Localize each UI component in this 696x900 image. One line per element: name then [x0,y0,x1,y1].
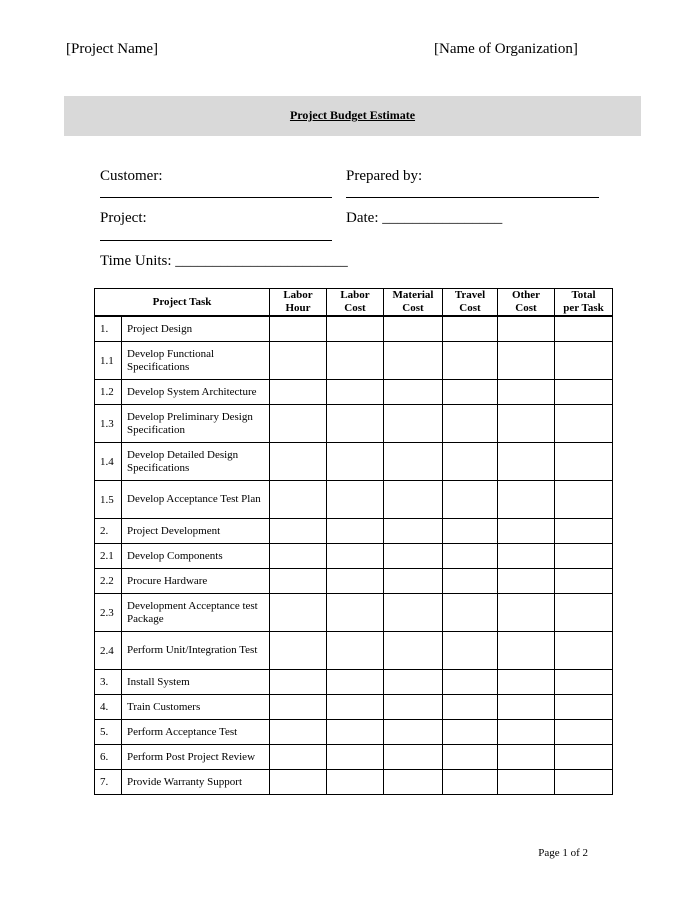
task-number: 2.3 [95,594,122,632]
table-row [95,594,613,632]
task-name: Perform Acceptance Test [122,720,270,745]
cell-other-cost[interactable] [498,745,555,770]
cell-other-cost[interactable] [498,720,555,745]
cell-labor-cost[interactable] [327,544,384,569]
cell-travel-cost[interactable] [443,405,498,443]
cell-other-cost[interactable] [498,342,555,380]
table-row [95,632,613,670]
table-row [95,670,613,695]
task-name: Train Customers [122,695,270,720]
task-name: Provide Warranty Support [122,770,270,795]
task-name: Project Design [122,316,270,342]
cell-total[interactable] [555,405,613,443]
task-number: 2.4 [95,632,122,670]
col-labor-hour: Labor Hour [270,289,327,317]
cell-labor-hour[interactable] [270,745,327,770]
cell-travel-cost[interactable] [443,316,498,342]
cell-travel-cost[interactable] [443,380,498,405]
cell-other-cost[interactable] [498,594,555,632]
table-row [95,569,613,594]
table-row [95,405,613,443]
task-number: 6. [95,745,122,770]
task-name: Develop Detailed Design Specifications [122,443,270,481]
cell-labor-cost[interactable] [327,695,384,720]
task-name: Develop Functional Specifications [122,342,270,380]
cell-labor-cost[interactable] [327,316,384,342]
cell-labor-hour[interactable] [270,670,327,695]
cell-total[interactable] [555,342,613,380]
table-row [95,720,613,745]
cell-labor-cost[interactable] [327,481,384,519]
cell-other-cost[interactable] [498,519,555,544]
cell-labor-cost[interactable] [327,745,384,770]
cell-labor-hour[interactable] [270,316,327,342]
page-number: Page 1 of 2 [538,847,588,859]
table-row [95,316,613,342]
task-name: Procure Hardware [122,569,270,594]
task-name: Develop Components [122,544,270,569]
cell-material-cost[interactable] [384,405,443,443]
cell-labor-hour[interactable] [270,569,327,594]
project-label: Project: [100,210,147,226]
cell-travel-cost[interactable] [443,342,498,380]
cell-other-cost[interactable] [498,670,555,695]
cell-other-cost[interactable] [498,380,555,405]
cell-labor-hour[interactable] [270,695,327,720]
cell-travel-cost[interactable] [443,481,498,519]
cell-material-cost[interactable] [384,443,443,481]
task-number: 5. [95,720,122,745]
task-name: Install System [122,670,270,695]
task-name: Project Development [122,519,270,544]
cell-labor-hour[interactable] [270,443,327,481]
task-name: Development Acceptance test Package [122,594,270,632]
table-row [95,745,613,770]
cell-labor-cost[interactable] [327,405,384,443]
task-number: 1.4 [95,443,122,481]
cell-material-cost[interactable] [384,316,443,342]
title-band [64,96,641,136]
cell-total[interactable] [555,316,613,342]
table-header-row [95,289,613,317]
table-row [95,770,613,795]
task-number: 1.5 [95,481,122,519]
cell-labor-cost[interactable] [327,569,384,594]
task-number: 1.1 [95,342,122,380]
cell-travel-cost[interactable] [443,519,498,544]
table-row [95,481,613,519]
cell-labor-hour[interactable] [270,632,327,670]
task-number: 4. [95,695,122,720]
cell-other-cost[interactable] [498,443,555,481]
cell-travel-cost[interactable] [443,670,498,695]
cell-material-cost[interactable] [384,720,443,745]
time-units-field[interactable]: Time Units: _______________________ [100,253,348,269]
prepared-by-line[interactable] [346,197,599,198]
cell-other-cost[interactable] [498,316,555,342]
table-row [95,544,613,569]
cell-total[interactable] [555,695,613,720]
cell-labor-cost[interactable] [327,720,384,745]
customer-line[interactable] [100,197,332,198]
task-name: Perform Unit/Integration Test [122,632,270,670]
cell-labor-hour[interactable] [270,380,327,405]
cell-material-cost[interactable] [384,745,443,770]
cell-labor-cost[interactable] [327,670,384,695]
cell-labor-hour[interactable] [270,544,327,569]
cell-total[interactable] [555,569,613,594]
cell-labor-cost[interactable] [327,770,384,795]
cell-material-cost[interactable] [384,770,443,795]
col-labor-cost: Labor Cost [327,289,384,317]
cell-material-cost[interactable] [384,594,443,632]
cell-total[interactable] [555,380,613,405]
cell-material-cost[interactable] [384,519,443,544]
cell-material-cost[interactable] [384,481,443,519]
table-row [95,342,613,380]
task-name: Perform Post Project Review [122,745,270,770]
cell-material-cost[interactable] [384,380,443,405]
cell-travel-cost[interactable] [443,569,498,594]
task-name: Develop Preliminary Design Specification [122,405,270,443]
date-field[interactable]: Date: ________________ [346,210,503,226]
cell-labor-hour[interactable] [270,405,327,443]
table-row [95,380,613,405]
cell-labor-cost[interactable] [327,519,384,544]
organization-name-placeholder: [Name of Organization] [434,41,578,57]
cell-material-cost[interactable] [384,342,443,380]
cell-travel-cost[interactable] [443,720,498,745]
cell-material-cost[interactable] [384,695,443,720]
col-travel-cost: Travel Cost [443,289,498,317]
table-row [95,695,613,720]
task-number: 1. [95,316,122,342]
task-number: 2.1 [95,544,122,569]
cell-material-cost[interactable] [384,632,443,670]
col-other-cost: Other Cost [498,289,555,317]
prepared-by-label: Prepared by: [346,168,423,184]
cell-material-cost[interactable] [384,569,443,594]
cell-total[interactable] [555,594,613,632]
cell-other-cost[interactable] [498,569,555,594]
customer-label: Customer: [100,168,163,184]
task-number: 1.2 [95,380,122,405]
cell-total[interactable] [555,745,613,770]
cell-travel-cost[interactable] [443,695,498,720]
col-project-task: Project Task [95,289,270,317]
cell-other-cost[interactable] [498,632,555,670]
cell-travel-cost[interactable] [443,443,498,481]
cell-total[interactable] [555,544,613,569]
cell-total[interactable] [555,443,613,481]
project-name-placeholder: [Project Name] [66,41,159,57]
cell-labor-hour[interactable] [270,594,327,632]
table-row [95,443,613,481]
page-title: Project Budget Estimate [289,108,416,122]
cell-travel-cost[interactable] [443,745,498,770]
task-number: 2. [95,519,122,544]
cell-labor-cost[interactable] [327,342,384,380]
cell-travel-cost[interactable] [443,594,498,632]
cell-labor-hour[interactable] [270,342,327,380]
cell-labor-hour[interactable] [270,519,327,544]
task-number: 1.3 [95,405,122,443]
cell-other-cost[interactable] [498,695,555,720]
cell-material-cost[interactable] [384,670,443,695]
budget-table [94,288,613,795]
cell-total[interactable] [555,481,613,519]
task-number: 3. [95,670,122,695]
cell-labor-cost[interactable] [327,594,384,632]
cell-other-cost[interactable] [498,544,555,569]
cell-labor-hour[interactable] [270,720,327,745]
cell-labor-hour[interactable] [270,481,327,519]
cell-total[interactable] [555,770,613,795]
cell-travel-cost[interactable] [443,544,498,569]
cell-total[interactable] [555,670,613,695]
col-total-per-task: Total per Task [555,289,613,317]
cell-labor-hour[interactable] [270,770,327,795]
task-name: Develop Acceptance Test Plan [122,481,270,519]
table-row [95,519,613,544]
cell-labor-cost[interactable] [327,380,384,405]
cell-labor-cost[interactable] [327,443,384,481]
col-material-cost: Material Cost [384,289,443,317]
cell-other-cost[interactable] [498,481,555,519]
task-number: 7. [95,770,122,795]
project-line[interactable] [100,240,332,241]
cell-labor-cost[interactable] [327,632,384,670]
task-number: 2.2 [95,569,122,594]
cell-material-cost[interactable] [384,544,443,569]
cell-other-cost[interactable] [498,770,555,795]
cell-other-cost[interactable] [498,405,555,443]
task-name: Develop System Architecture [122,380,270,405]
cell-travel-cost[interactable] [443,770,498,795]
cell-total[interactable] [555,632,613,670]
cell-total[interactable] [555,519,613,544]
cell-travel-cost[interactable] [443,632,498,670]
cell-total[interactable] [555,720,613,745]
